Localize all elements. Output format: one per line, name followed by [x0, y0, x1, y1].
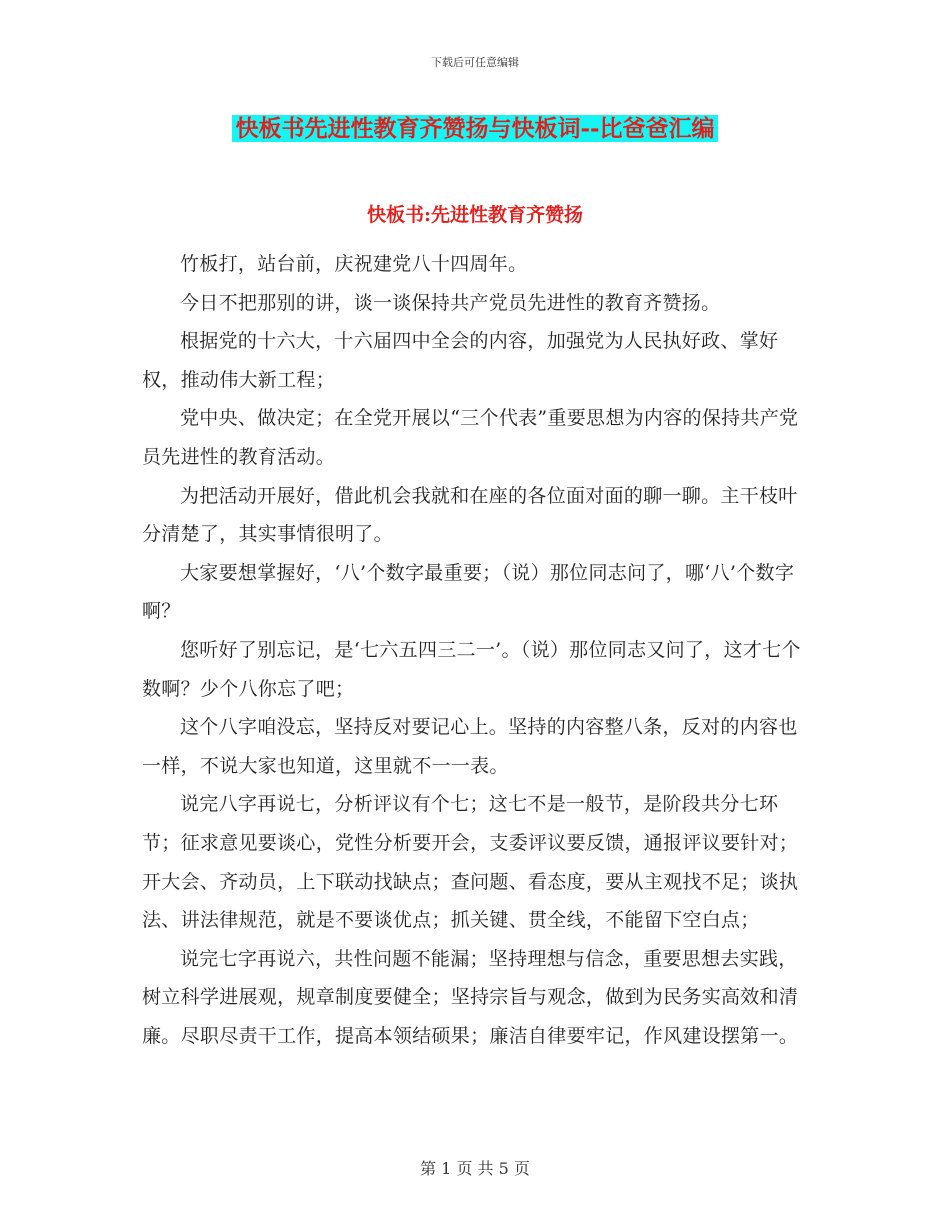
paragraph: 根据党的十六大，十六届四中全会的内容，加强党为人民执好政、掌好权，推动伟大新工程； [142, 330, 779, 391]
page-footer: 第 1 页 共 5 页 [420, 1159, 530, 1178]
page-header-note: 下载后可任意编辑 [431, 56, 519, 69]
body-text [142, 245, 812, 1055]
paragraph: 党中央、做决定；在全党开展以“三个代表”重要思想为内容的保持共产党员先进性的教育活动。 [142, 407, 799, 468]
document-title-text: 快板书先进性教育齐赞扬与快板词--比爸爸汇编 [232, 115, 717, 142]
section-title: 快板书:先进性教育齐赞扬 [366, 204, 583, 226]
paragraph: 今日不把那别的讲，谈一谈保持共产党员先进性的教育齐赞扬。 [180, 291, 721, 314]
paragraph: 为把活动开展好，借此机会我就和在座的各位面对面的聊一聊。主干枝叶分清楚了，其实事情很明了。 [142, 484, 798, 546]
paragraph: 说完七字再说六，共性问题不能漏；坚持理想与信念，重要思想去实践，树立科学进展观，规章制度要健全；坚持宗旨与观念，做到为民务实高效和清廉。尽职尽责干工作，提高本领结硕果；廉洁自律要牢记，作风建设摆第一。 [142, 947, 799, 1047]
document-title [0, 112, 950, 146]
paragraph: 竹板打，站台前，庆祝建党八十四周年。 [180, 253, 528, 275]
paragraph: 这个八字咱没忘，坚持反对要记心上。坚持的内容整八条，反对的内容也一样，不说大家也知道，这里就不一一表。 [142, 716, 798, 777]
paragraph: 大家要想掌握好，‘八’个数字最重要；（说）那位同志问了，哪‘八’个数字啊？ [142, 561, 795, 623]
paragraph: 您听好了别忘记，是‘七六五四三二一’。（说）那位同志又问了，这才七个数啊？少个八你忘了吧； [142, 638, 801, 700]
paragraph: 说完八字再说七，分析评议有个七；这七不是一般节，是阶段共分七环节；征求意见要谈心，党性分析要开会，支委评议要反馈，通报评议要针对；开大会、齐动员，上下联动找缺点；查问题、看态度，要从主观找不足；谈执法、讲法律规范，就是不要谈优点；抓关键、贯全线，不能留下空白点； [142, 793, 799, 932]
